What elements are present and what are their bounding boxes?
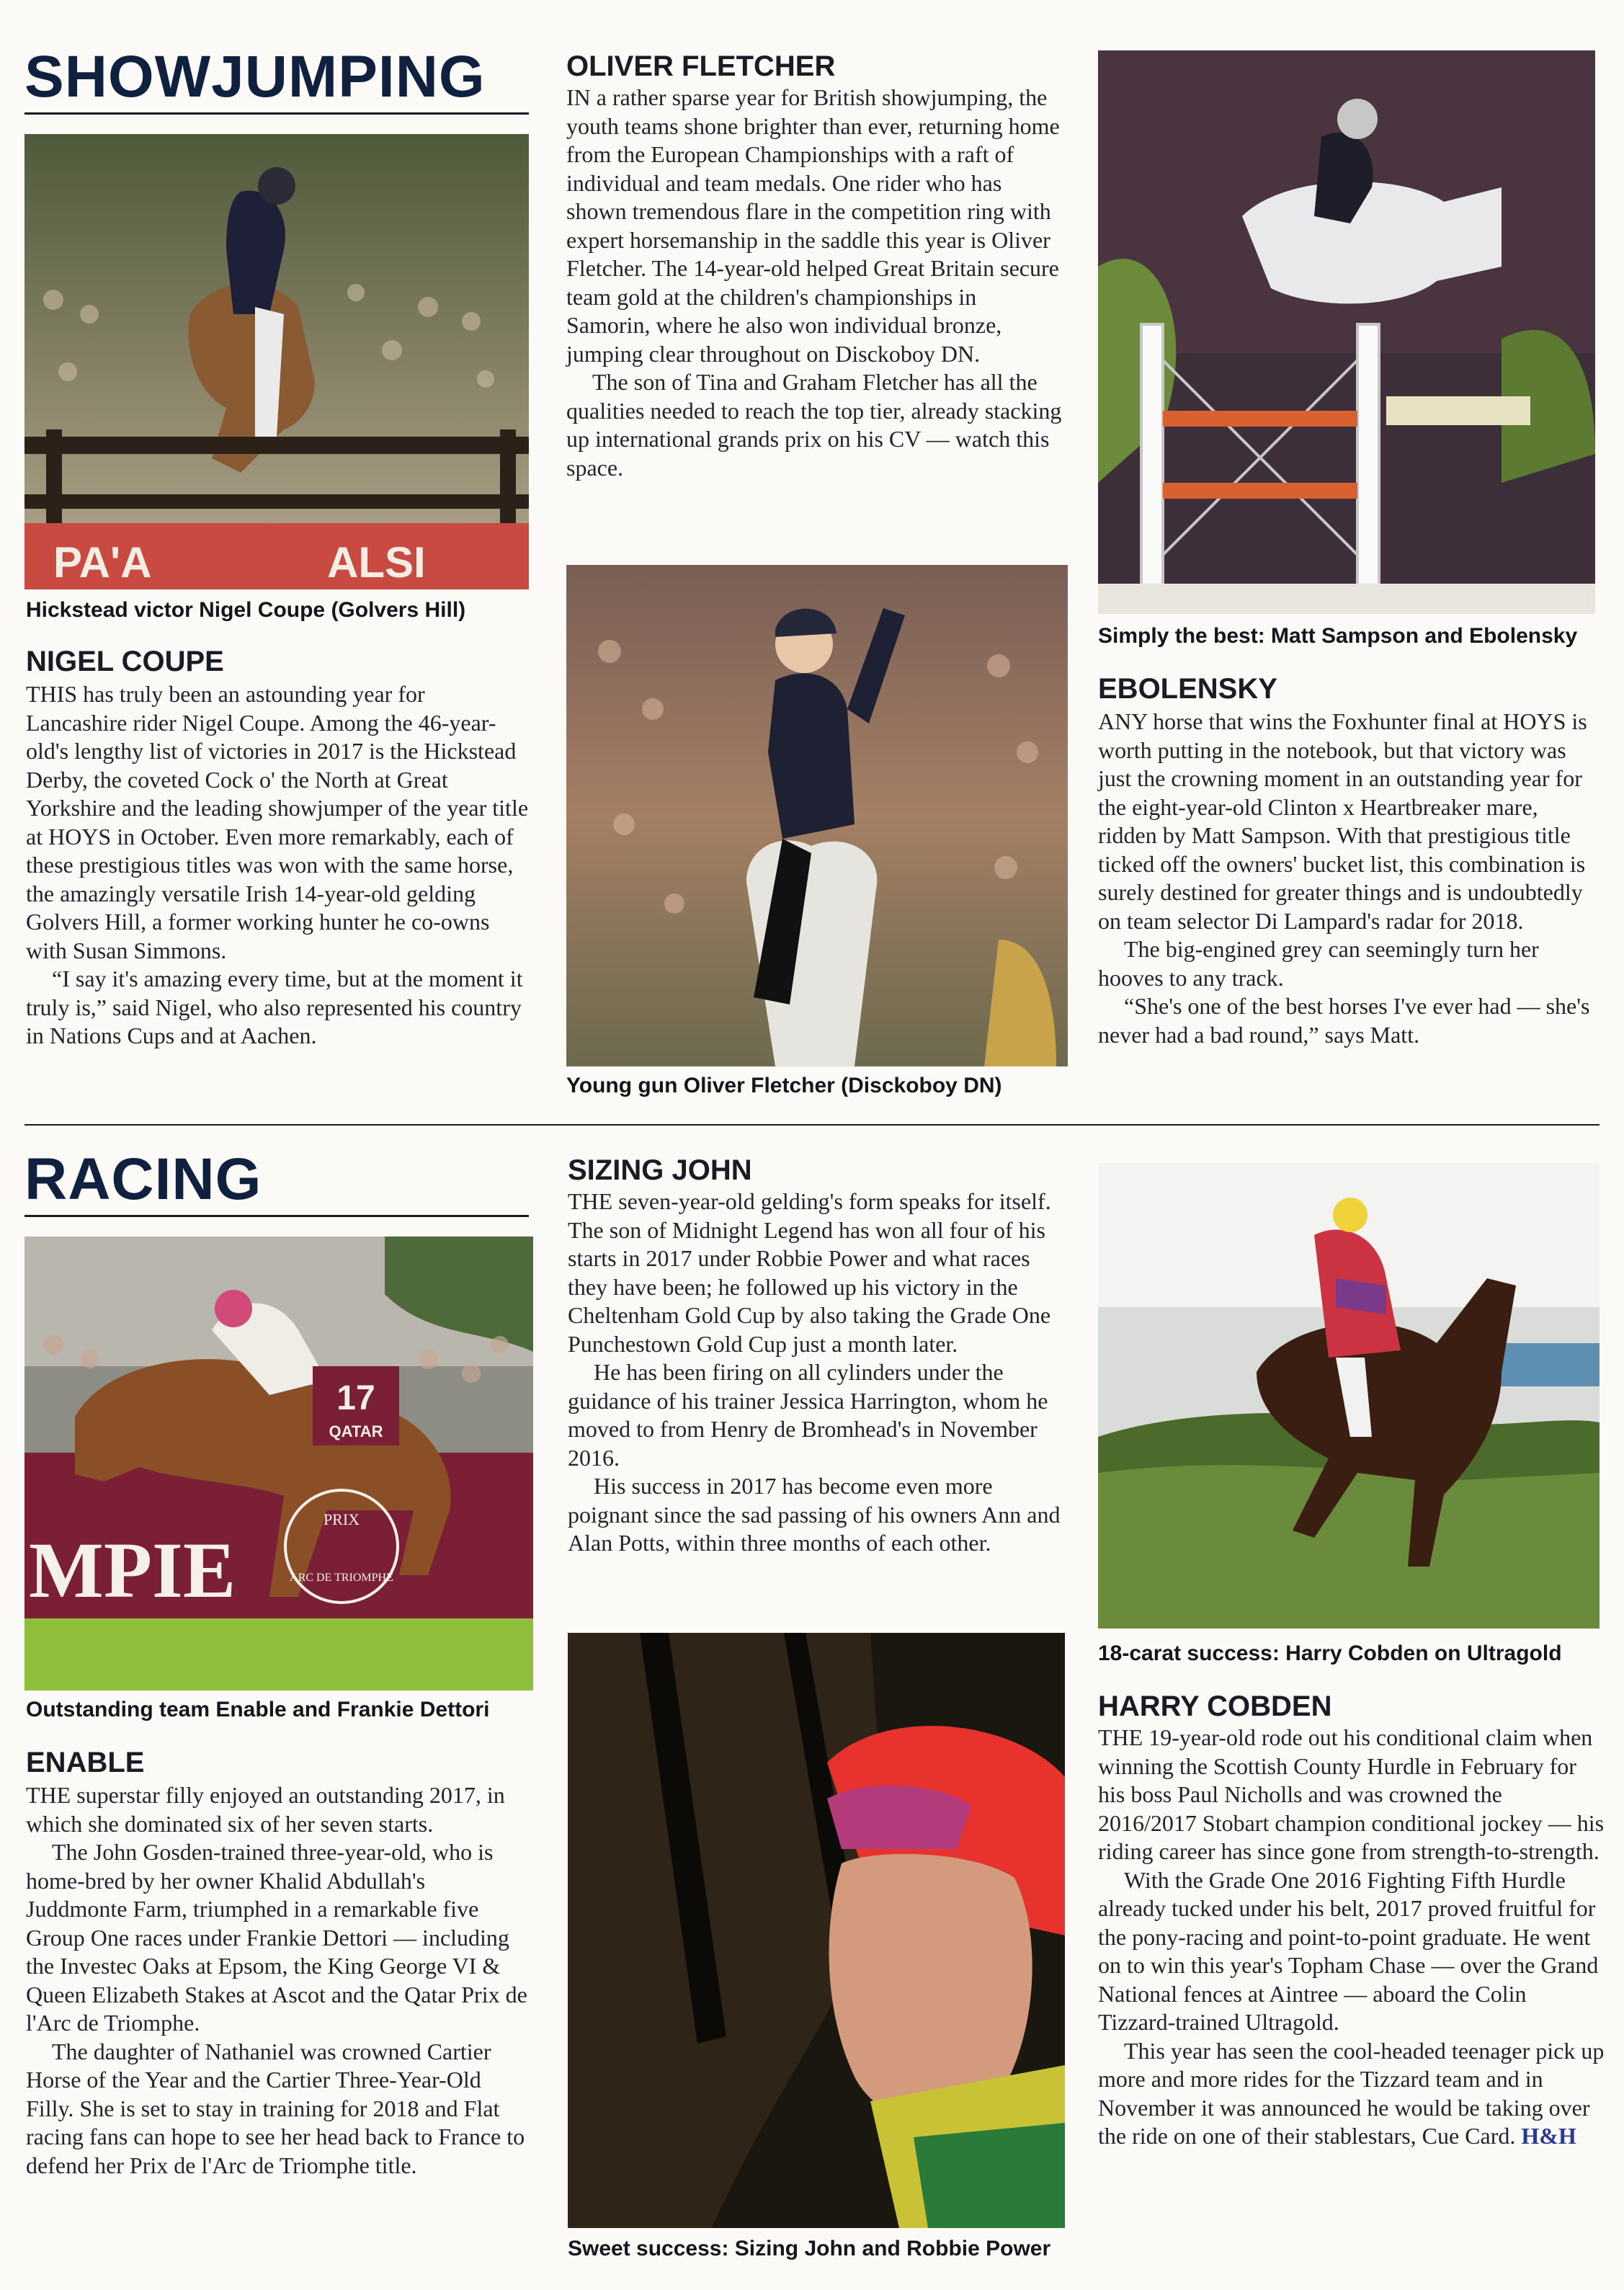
article-heading-sizing-john: SIZING JOHN <box>568 1154 752 1186</box>
section-rule <box>24 1215 529 1217</box>
section-title-racing: RACING <box>24 1146 262 1212</box>
paragraph: THE superstar filly enjoyed an outstanding 2017, in which she dominated six of her seven starts. <box>26 1782 505 1837</box>
photo-matt-sampson-ebolensky <box>1098 50 1595 614</box>
article-heading-harry-cobden: HARRY COBDEN <box>1098 1690 1332 1722</box>
article-heading-oliver-fletcher: OLIVER FLETCHER <box>566 50 836 82</box>
signoff-mark: H&H <box>1521 2123 1576 2149</box>
paragraph: “She's one of the best horses I've ever had — she's never had a bad round,” says Matt. <box>1098 993 1590 1048</box>
paragraph: The son of Tina and Graham Fletcher has all the qualities needed to reach the top tier, already stacking up international grands prix on his CV — watch this space. <box>566 369 1062 481</box>
saddlecloth-sponsor: QATAR <box>329 1422 383 1440</box>
paragraph: ANY horse that wins the Foxhunter final at HOYS is worth putting in the notebook, but that victory was just the crowning moment in an outstanding year for the eight-year-old Clinton x Heartbreaker mare, ridden by Matt Sampson. With that prestigious title ticked off the owners' bucket list, this combination is surely destined for greater things and is undoubtedly on team selector Di Lampard's radar for 2018. <box>1098 708 1587 934</box>
paragraph: THE 19-year-old rode out his conditional claim when winning the Scottish County Hurdle in February for his boss Paul Nicholls and was crowned the 2016/2017 Stobart champion conditional jockey — his riding career has since gone from strength-to-strength. <box>1098 1724 1605 1864</box>
article-body-sizing-john <box>568 1188 1065 1558</box>
article-body-enable <box>26 1781 530 2180</box>
photo-caption: Sweet success: Sizing John and Robbie Power <box>568 2237 1051 2260</box>
article-heading-enable: ENABLE <box>26 1747 145 1778</box>
paragraph: His success in 2017 has become even more poignant since the sad passing of his owners Ann and Alan Potts, within three months of each other. <box>568 1473 1061 1556</box>
paragraph: He has been firing on all cylinders under the guidance of his trainer Jessica Harrington, whom he moved to from Henry de Bromhead's in November 2016. <box>568 1359 1048 1471</box>
article-body-oliver-fletcher <box>566 84 1063 482</box>
paragraph: IN a rather sparse year for British showjumping, the youth teams shone brighter than ever, returning home from the European Championships with a raft of individual and team medals. One rider who has shown tremendous flare in the competition ring with expert horsemanship in the saddle this year is Oliver Fletcher. The 14-year-old helped Great Britain secure team gold at the children's championships in Samorin, where he also won individual bronze, jumping clear throughout on Disckoboy DN. <box>566 84 1060 367</box>
saddlecloth-number: 17 <box>336 1379 375 1417</box>
paragraph: “I say it's amazing every time, but at the moment it truly is,” said Nigel, who also represented his country in Nations Cups and at Aachen. <box>26 966 523 1048</box>
photo-sizing-john-robbie-power <box>568 1633 1065 2228</box>
seal-text-top: PRIX <box>323 1510 360 1528</box>
svg-text:PA'A: PA'A <box>53 538 152 587</box>
paragraph: THIS has truly been an astounding year for Lancashire rider Nigel Coupe. Among the 46-year-old's lengthy list of victories in 2017 is the Hickstead Derby, the coveted Cock o' the North at Great Yorkshire and the leading showjumper of the year title at HOYS in October. Even more remarkably, each of these prestigious titles was won with the same horse, the amazingly versatile Irish 14-year-old gelding Golvers Hill, a former working hunter he co-owns with Susan Simmons. <box>26 681 529 963</box>
article-heading-nigel-coupe: NIGEL COUPE <box>26 646 224 677</box>
photo-caption: 18-carat success: Harry Cobden on Ultragold <box>1098 1641 1562 1665</box>
paragraph: The big-engined grey can seemingly turn her hooves to any track. <box>1098 936 1539 991</box>
article-body-ebolensky <box>1098 708 1602 1049</box>
paragraph: The John Gosden-trained three-year-old, who is home-bred by her owner Khalid Abdullah's Juddmonte Farm, triumphed in a remarkable five Group One races under Frankie Dettori — including the Investec Oaks at Epsom, the King George VI & Queen Elizabeth Stakes at Ascot and the Qatar Prix de l'Arc de Triomphe. <box>26 1839 527 2036</box>
paragraph-text: This year has seen the cool-headed teenager pick up more and more rides for the Tizzard team and in November it was announced he would be taking over the ride on one of their stablestars, Cue Card. <box>1098 2037 1605 2149</box>
paragraph: With the Grade One 2016 Fighting Fifth Hurdle already tucked under his belt, 2017 proved fruitful for the pony-racing and point-to-point graduate. He went on to win this year's Topham Chase — over the Grand National fences at Aintree — aboard the Colin Tizzard-trained Ultragold. <box>1098 1866 1599 2035</box>
photo-caption: Young gun Oliver Fletcher (Disckoboy DN) <box>566 1074 1002 1097</box>
photo-enable-frankie-dettori <box>24 1237 533 1690</box>
paragraph <box>1098 2037 1605 2151</box>
article-body-harry-cobden <box>1098 1724 1605 2151</box>
photo-caption: Outstanding team Enable and Frankie Dettori <box>26 1698 490 1721</box>
article-heading-ebolensky: EBOLENSKY <box>1098 673 1277 705</box>
photo-nigel-coupe <box>24 134 529 589</box>
section-rule <box>24 112 529 115</box>
paragraph: The daughter of Nathaniel was crowned Cartier Horse of the Year and the Cartier Three-Year-Old Filly. She is set to stay in training for 2018 and Flat racing fans can hope to see her head back to France to defend her Prix de l'Arc de Triomphe title. <box>26 2038 525 2178</box>
banner-lettering: MPIE <box>29 1526 236 1614</box>
section-divider <box>24 1124 1600 1126</box>
photo-caption: Simply the best: Matt Sampson and Ebolensky <box>1098 624 1578 648</box>
seal-text-bottom: ARC DE TRIOMPHE <box>290 1572 393 1584</box>
paragraph: THE seven-year-old gelding's form speaks for itself. The son of Midnight Legend has won all four of his starts in 2017 under Robbie Power and what races they have been; he followed up his victory in the Cheltenham Gold Cup by also taking the Grade One Punchestown Gold Cup just a month later. <box>568 1188 1051 1357</box>
photo-harry-cobden-ultragold <box>1098 1163 1600 1629</box>
svg-text:ALSI: ALSI <box>327 538 426 587</box>
section-title-showjumping: SHOWJUMPING <box>24 44 486 110</box>
article-body-nigel-coupe <box>26 680 530 1051</box>
photo-caption: Hickstead victor Nigel Coupe (Golvers Hill) <box>26 598 466 622</box>
photo-oliver-fletcher <box>566 565 1068 1066</box>
